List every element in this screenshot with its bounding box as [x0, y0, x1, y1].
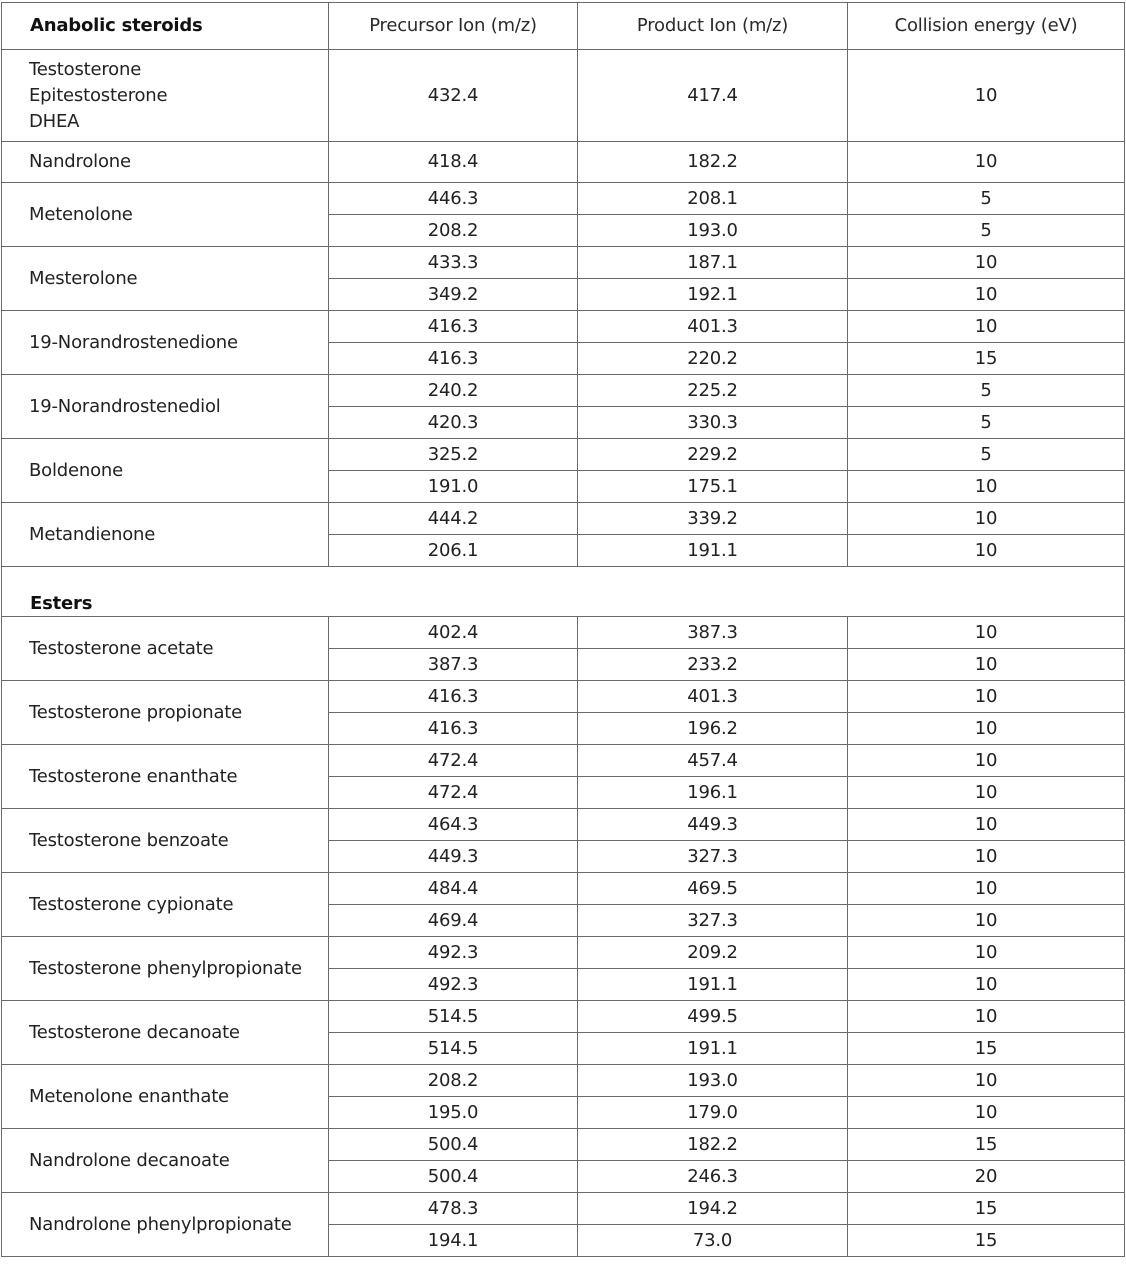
product-ion-cell: 327.3 [578, 841, 848, 873]
compound-name: Testosterone phenylpropionate [2, 937, 329, 1001]
collision-energy-cell: 15 [848, 343, 1125, 375]
product-ion-cell: 196.2 [578, 713, 848, 745]
compound-name: 19-Norandrostenediol [2, 375, 329, 439]
precursor-ion-cell: 472.4 [329, 745, 578, 777]
compound-name: Metandienone [2, 503, 329, 567]
precursor-ion-cell: 478.3 [329, 1193, 578, 1225]
collision-energy-cell: 10 [848, 142, 1125, 183]
precursor-ion-cell: 432.4 [329, 50, 578, 142]
compound-name: Testosterone acetate [2, 617, 329, 681]
product-ion-cell: 330.3 [578, 407, 848, 439]
precursor-ion-cell: 208.2 [329, 215, 578, 247]
precursor-ion-cell: 446.3 [329, 183, 578, 215]
precursor-ion-cell: 514.5 [329, 1033, 578, 1065]
product-ion-cell: 417.4 [578, 50, 848, 142]
collision-energy-cell: 10 [848, 809, 1125, 841]
table-header [2, 3, 1125, 50]
collision-energy-cell: 10 [848, 471, 1125, 503]
collision-energy-cell: 10 [848, 617, 1125, 649]
product-ion-cell: 339.2 [578, 503, 848, 535]
table-row [2, 1001, 1125, 1033]
table-row [2, 50, 1125, 142]
precursor-ion-cell: 416.3 [329, 311, 578, 343]
compound-name: Boldenone [2, 439, 329, 503]
collision-energy-cell: 10 [848, 841, 1125, 873]
product-ion-cell: 387.3 [578, 617, 848, 649]
compound-name: Testosterone [29, 58, 142, 80]
product-ion-cell: 175.1 [578, 471, 848, 503]
collision-energy-cell: 15 [848, 1129, 1125, 1161]
precursor-ion-cell: 387.3 [329, 649, 578, 681]
product-ion-cell: 191.1 [578, 535, 848, 567]
precursor-ion-cell: 492.3 [329, 969, 578, 1001]
collision-energy-cell: 10 [848, 503, 1125, 535]
collision-energy-cell: 5 [848, 375, 1125, 407]
precursor-ion-cell: 418.4 [329, 142, 578, 183]
precursor-ion-cell: 500.4 [329, 1161, 578, 1193]
section-title: Esters [2, 567, 1125, 617]
table-row [2, 375, 1125, 407]
precursor-ion-cell: 472.4 [329, 777, 578, 809]
collision-energy-cell: 10 [848, 649, 1125, 681]
product-ion-cell: 73.0 [578, 1225, 848, 1257]
precursor-ion-cell: 208.2 [329, 1065, 578, 1097]
product-ion-cell: 229.2 [578, 439, 848, 471]
collision-energy-cell: 10 [848, 777, 1125, 809]
collision-energy-cell: 5 [848, 407, 1125, 439]
product-ion-cell: 499.5 [578, 1001, 848, 1033]
precursor-ion-cell: 195.0 [329, 1097, 578, 1129]
product-ion-cell: 182.2 [578, 142, 848, 183]
product-ion-cell: 187.1 [578, 247, 848, 279]
table-row [2, 1193, 1125, 1225]
product-ion-cell: 457.4 [578, 745, 848, 777]
precursor-ion-cell: 492.3 [329, 937, 578, 969]
precursor-ion-cell: 416.3 [329, 713, 578, 745]
product-ion-cell: 194.2 [578, 1193, 848, 1225]
table-row [2, 809, 1125, 841]
compound-name: Testosterone cypionate [2, 873, 329, 937]
precursor-ion-cell: 433.3 [329, 247, 578, 279]
header-compound: Anabolic steroids [2, 3, 329, 50]
table-row [2, 1129, 1125, 1161]
precursor-ion-cell: 402.4 [329, 617, 578, 649]
collision-energy-cell: 10 [848, 937, 1125, 969]
table-row [2, 503, 1125, 535]
section-row-esters [2, 567, 1125, 617]
precursor-ion-cell: 449.3 [329, 841, 578, 873]
mrm-transitions-table [1, 2, 1125, 1257]
table-row [2, 873, 1125, 905]
product-ion-cell: 208.1 [578, 183, 848, 215]
product-ion-cell: 327.3 [578, 905, 848, 937]
collision-energy-cell: 5 [848, 215, 1125, 247]
table-row [2, 937, 1125, 969]
compound-name: Nandrolone decanoate [2, 1129, 329, 1193]
product-ion-cell: 193.0 [578, 215, 848, 247]
collision-energy-cell: 10 [848, 681, 1125, 713]
compound-name: DHEA [29, 110, 80, 132]
collision-energy-cell: 10 [848, 713, 1125, 745]
compound-name: Nandrolone [2, 142, 329, 183]
product-ion-cell: 191.1 [578, 969, 848, 1001]
table-row [2, 617, 1125, 649]
table-row [2, 745, 1125, 777]
collision-energy-cell: 20 [848, 1161, 1125, 1193]
collision-energy-cell: 10 [848, 969, 1125, 1001]
product-ion-cell: 192.1 [578, 279, 848, 311]
product-ion-cell: 220.2 [578, 343, 848, 375]
collision-energy-cell: 10 [848, 873, 1125, 905]
collision-energy-cell: 10 [848, 1065, 1125, 1097]
compound-name: Epitestosterone [29, 84, 168, 106]
collision-energy-cell: 5 [848, 439, 1125, 471]
header-row [2, 3, 1125, 50]
product-ion-cell: 225.2 [578, 375, 848, 407]
product-ion-cell: 182.2 [578, 1129, 848, 1161]
collision-energy-cell: 10 [848, 50, 1125, 142]
precursor-ion-cell: 464.3 [329, 809, 578, 841]
precursor-ion-cell: 194.1 [329, 1225, 578, 1257]
product-ion-cell: 401.3 [578, 311, 848, 343]
collision-energy-cell: 10 [848, 905, 1125, 937]
product-ion-cell: 233.2 [578, 649, 848, 681]
collision-energy-cell: 15 [848, 1225, 1125, 1257]
compound-name: Testosterone enanthate [2, 745, 329, 809]
collision-energy-cell: 10 [848, 1097, 1125, 1129]
precursor-ion-cell: 416.3 [329, 681, 578, 713]
compound-name: Testosterone decanoate [2, 1001, 329, 1065]
precursor-ion-cell: 514.5 [329, 1001, 578, 1033]
collision-energy-cell: 10 [848, 311, 1125, 343]
product-ion-cell: 209.2 [578, 937, 848, 969]
collision-energy-cell: 10 [848, 279, 1125, 311]
product-ion-cell: 469.5 [578, 873, 848, 905]
header-precursor-ion: Precursor Ion (m/z) [329, 3, 578, 50]
product-ion-cell: 191.1 [578, 1033, 848, 1065]
precursor-ion-cell: 325.2 [329, 439, 578, 471]
compound-name: Testosterone benzoate [2, 809, 329, 873]
table-body [2, 50, 1125, 1257]
compound-name-group [2, 50, 329, 142]
precursor-ion-cell: 349.2 [329, 279, 578, 311]
compound-name: Mesterolone [2, 247, 329, 311]
compound-name: 19-Norandrostenedione [2, 311, 329, 375]
precursor-ion-cell: 469.4 [329, 905, 578, 937]
collision-energy-cell: 10 [848, 247, 1125, 279]
compound-name: Metenolone enanthate [2, 1065, 329, 1129]
table-row [2, 439, 1125, 471]
product-ion-cell: 246.3 [578, 1161, 848, 1193]
compound-name: Testosterone propionate [2, 681, 329, 745]
table-row [2, 247, 1125, 279]
product-ion-cell: 196.1 [578, 777, 848, 809]
collision-energy-cell: 10 [848, 535, 1125, 567]
product-ion-cell: 179.0 [578, 1097, 848, 1129]
precursor-ion-cell: 500.4 [329, 1129, 578, 1161]
precursor-ion-cell: 240.2 [329, 375, 578, 407]
precursor-ion-cell: 191.0 [329, 471, 578, 503]
precursor-ion-cell: 206.1 [329, 535, 578, 567]
product-ion-cell: 193.0 [578, 1065, 848, 1097]
precursor-ion-cell: 484.4 [329, 873, 578, 905]
table-row [2, 311, 1125, 343]
collision-energy-cell: 5 [848, 183, 1125, 215]
table-row [2, 142, 1125, 183]
collision-energy-cell: 15 [848, 1193, 1125, 1225]
header-collision-energy: Collision energy (eV) [848, 3, 1125, 50]
product-ion-cell: 401.3 [578, 681, 848, 713]
table-row [2, 681, 1125, 713]
collision-energy-cell: 10 [848, 1001, 1125, 1033]
header-product-ion: Product Ion (m/z) [578, 3, 848, 50]
table-row [2, 183, 1125, 215]
precursor-ion-cell: 416.3 [329, 343, 578, 375]
product-ion-cell: 449.3 [578, 809, 848, 841]
precursor-ion-cell: 444.2 [329, 503, 578, 535]
table-row [2, 1065, 1125, 1097]
precursor-ion-cell: 420.3 [329, 407, 578, 439]
collision-energy-cell: 10 [848, 745, 1125, 777]
compound-name: Metenolone [2, 183, 329, 247]
compound-name: Nandrolone phenylpropionate [2, 1193, 329, 1257]
collision-energy-cell: 15 [848, 1033, 1125, 1065]
